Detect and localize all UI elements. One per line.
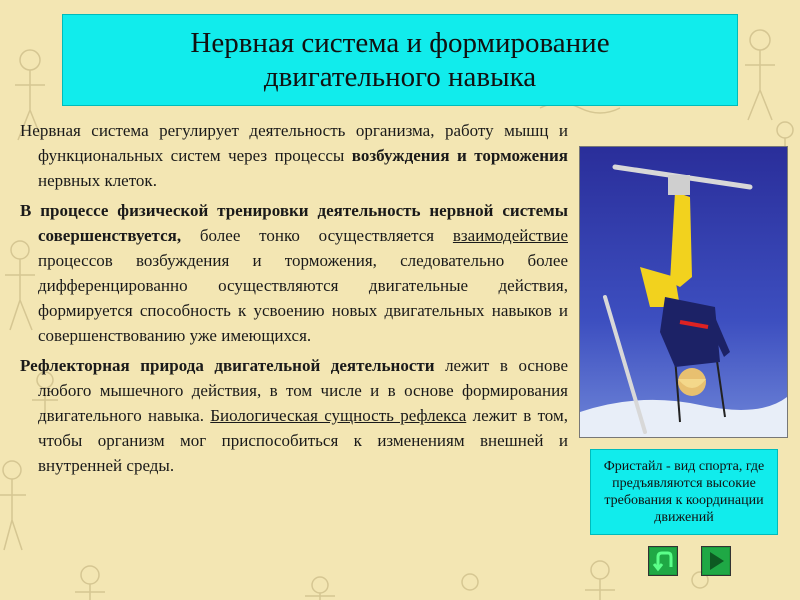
p1-text-c: нервных клеток. [38, 171, 157, 190]
paragraph-1 [20, 118, 568, 193]
p2-text-d: процессов возбуждения и торможения, следовательно более дифференцированно осуществляются двигательные действия, формируется способность к усвоению новых двигательных навыков и совершенствованию уже имеющихся. [38, 251, 568, 345]
p1-text-a: Нервная система регулирует деятельность организма, работу мышц и функциональных систем через процессы [20, 121, 568, 165]
p3-text-d: лежит в том, чтобы организм мог приспособиться к изменениям внешней и внутренней среды. [38, 406, 568, 475]
p2-underlined: взаимодействие [452, 226, 568, 245]
return-arrow-icon [649, 547, 677, 575]
p3-text-b: лежит в основе любого мышечного действия, в том числе и в основе формирования двигательного навыка. [38, 356, 568, 425]
page-title-line-1: Нервная система и формирование [190, 27, 610, 59]
paragraph-3 [20, 353, 568, 478]
p3-bold: Рефлекторная природа двигательной деятельности [20, 356, 435, 375]
p2-text-b: более тонко осуществляется [181, 226, 453, 245]
return-button[interactable] [648, 546, 678, 576]
freestyle-skier-photo [579, 146, 788, 438]
photo-caption [590, 449, 778, 535]
page-title-line-2: двигательного навыка [263, 61, 537, 93]
caption-text: Фристайл - вид спорта, где предъявляются высокие требования к координации движений [603, 459, 765, 525]
next-button[interactable] [701, 546, 731, 576]
paragraph-2 [20, 198, 568, 348]
p1-bold: возбуждения и торможения [351, 146, 568, 165]
title-banner [62, 14, 738, 106]
p2-bold: В процессе физической тренировки деятельность нервной системы совершенствуется, [20, 201, 568, 245]
p3-underlined: Биологическая сущность рефлекса [210, 406, 467, 425]
skier-illustration [580, 147, 787, 437]
play-right-icon [702, 547, 730, 575]
main-text [20, 118, 568, 483]
